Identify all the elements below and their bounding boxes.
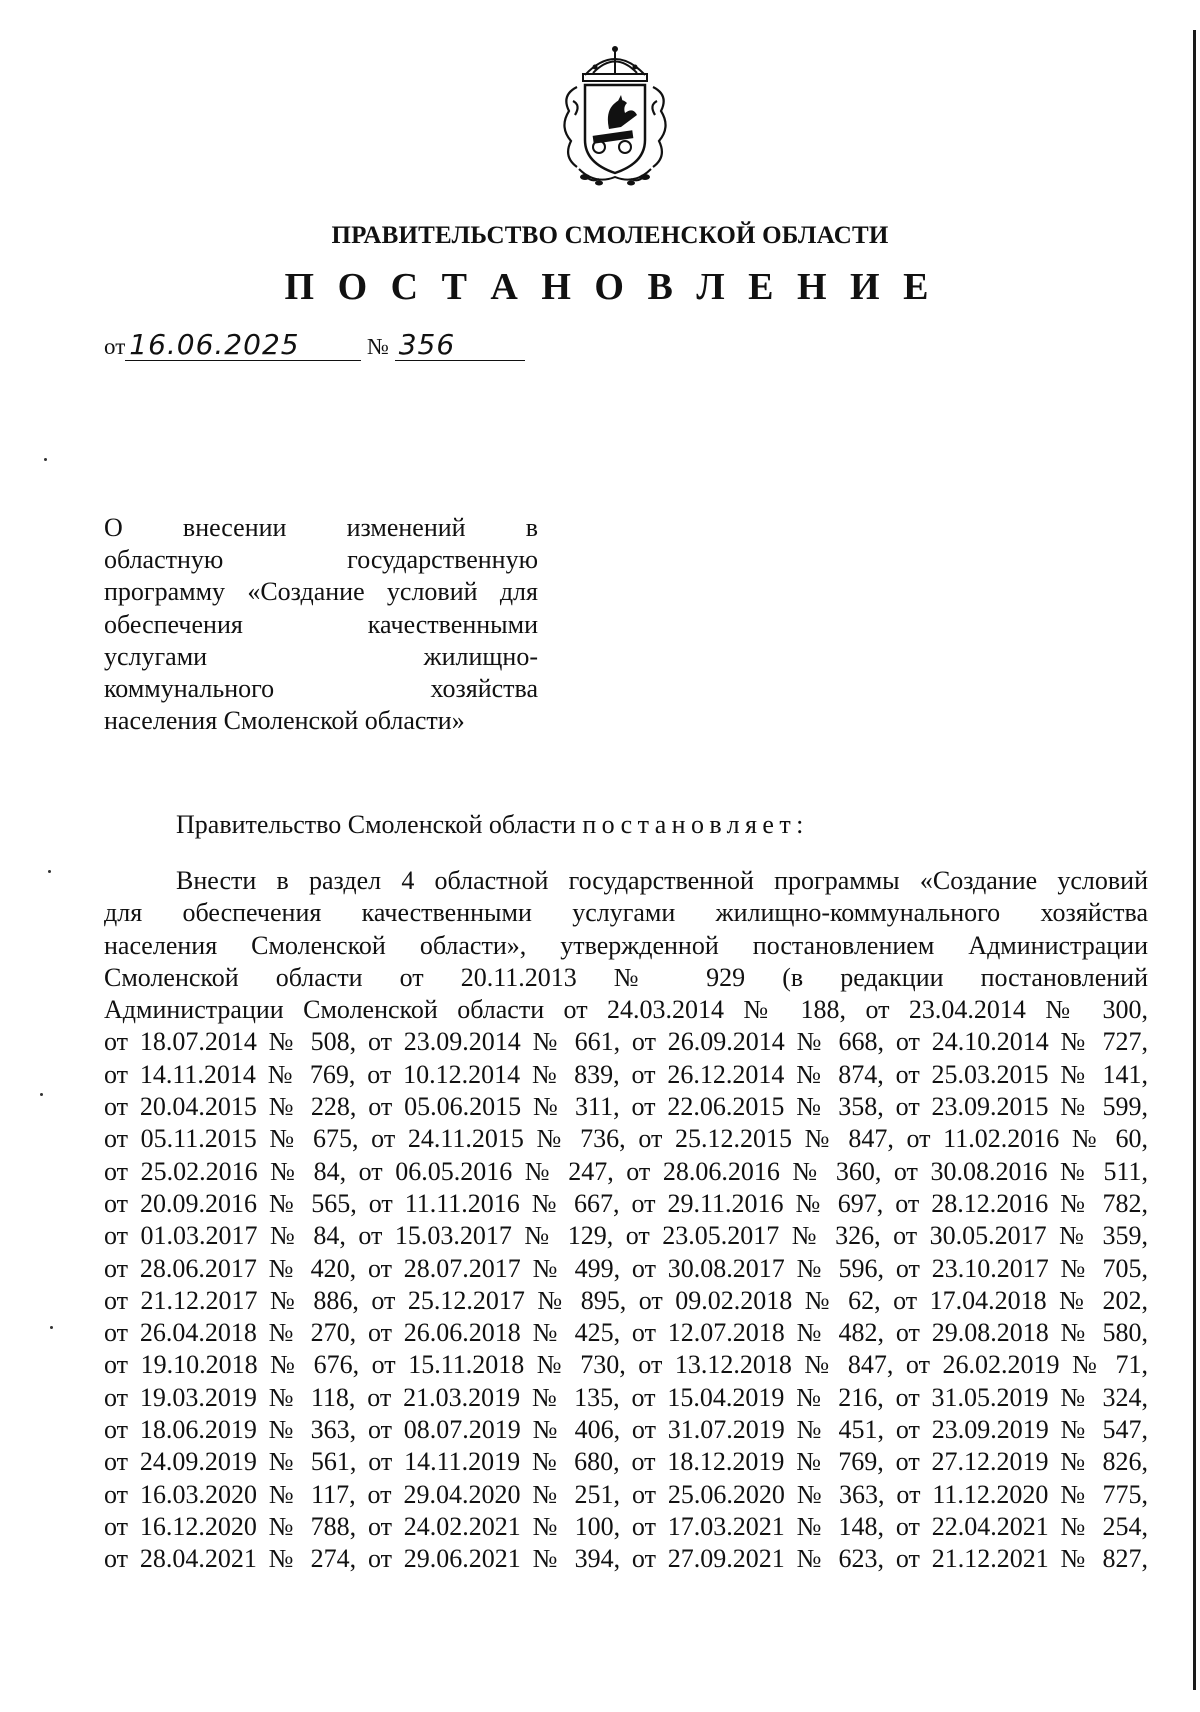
body-line: от 20.04.2015 № 228, от 05.06.2015 № 311, от 22.06.2015 № 358, от 23.09.2015 № 599, bbox=[104, 1092, 1148, 1122]
organization-title: ПРАВИТЕЛЬСТВО СМОЛЕНСКОЙ ОБЛАСТИ bbox=[331, 222, 889, 249]
body-paragraph bbox=[104, 865, 1148, 1576]
body-line: населения Смоленской области», утвержденной постановлением Администрации bbox=[104, 930, 1148, 960]
body-line: Смоленской области от 20.11.2013 № 929 (в редакции постановлений bbox=[104, 962, 1148, 992]
body-line: от 16.12.2020 № 788, от 24.02.2021 № 100, от 17.03.2021 № 148, от 22.04.2021 № 254, bbox=[104, 1511, 1148, 1541]
body-line: для обеспечения качественными услугами жилищно-коммунального хозяйства bbox=[104, 898, 1148, 928]
scan-speck bbox=[44, 458, 47, 461]
body-line: от 26.04.2018 № 270, от 26.06.2018 № 425, от 12.07.2018 № 482, от 29.08.2018 № 580, bbox=[104, 1318, 1148, 1348]
subject-line: коммунального хозяйства bbox=[104, 673, 538, 703]
handwritten-number: 356 bbox=[395, 330, 525, 361]
body-line: от 05.11.2015 № 675, от 24.11.2015 № 736, от 25.12.2015 № 847, от 11.02.2016 № 60, bbox=[104, 1124, 1148, 1154]
subject-line: программу «Создание условий для bbox=[104, 577, 538, 607]
body-line: от 25.02.2016 № 84, от 06.05.2016 № 247, от 28.06.2016 № 360, от 30.08.2016 № 511, bbox=[104, 1156, 1148, 1186]
body-line: от 18.07.2014 № 508, от 23.09.2014 № 661, от 26.09.2014 № 668, от 24.10.2014 № 727, bbox=[104, 1027, 1148, 1057]
body-line: Внести в раздел 4 областной государственной программы «Создание условий bbox=[176, 866, 1148, 895]
subject-line: услугами жилищно- bbox=[104, 641, 538, 671]
body-line: от 24.09.2019 № 561, от 14.11.2019 № 680, от 18.12.2019 № 769, от 27.12.2019 № 826, bbox=[104, 1447, 1148, 1477]
body-line: Администрации Смоленской области от 24.03.2014 № 188, от 23.04.2014 № 300, bbox=[104, 995, 1148, 1025]
body-line: от 18.06.2019 № 363, от 08.07.2019 № 406, от 31.07.2019 № 451, от 23.09.2019 № 547, bbox=[104, 1415, 1148, 1445]
scan-speck bbox=[48, 870, 51, 873]
scan-speck bbox=[40, 1093, 43, 1096]
body-line: от 21.12.2017 № 886, от 25.12.2017 № 895, от 09.02.2018 № 62, от 17.04.2018 № 202, bbox=[104, 1285, 1148, 1315]
date-prefix: от bbox=[104, 334, 126, 359]
subject-line: населения Смоленской области» bbox=[104, 706, 465, 736]
subject-block bbox=[104, 512, 538, 737]
resolution-verb: постановляет: bbox=[582, 810, 809, 839]
smolensk-coat-of-arms-icon bbox=[555, 45, 675, 190]
body-line: от 16.03.2020 № 117, от 29.04.2020 № 251, от 25.06.2020 № 363, от 11.12.2020 № 775, bbox=[104, 1479, 1148, 1509]
document-date-line bbox=[104, 330, 525, 361]
handwritten-date: 16.06.2025 bbox=[125, 330, 361, 361]
body-line: от 19.03.2019 № 118, от 21.03.2019 № 135, от 15.04.2019 № 216, от 31.05.2019 № 324, bbox=[104, 1382, 1148, 1412]
body-line: от 28.06.2017 № 420, от 28.07.2017 № 499, от 30.08.2017 № 596, от 23.10.2017 № 705, bbox=[104, 1253, 1148, 1283]
resolution-statement bbox=[176, 810, 809, 840]
body-line: от 19.10.2018 № 676, от 15.11.2018 № 730, от 13.12.2018 № 847, от 26.02.2019 № 71, bbox=[104, 1350, 1148, 1380]
number-prefix: № bbox=[367, 334, 389, 359]
resolution-prefix: Правительство Смоленской области bbox=[176, 810, 583, 839]
body-line: от 01.03.2017 № 84, от 15.03.2017 № 129, от 23.05.2017 № 326, от 30.05.2017 № 359, bbox=[104, 1221, 1148, 1251]
body-line: от 28.04.2021 № 274, от 29.06.2021 № 394, от 27.09.2021 № 623, от 21.12.2021 № 827, bbox=[104, 1544, 1148, 1574]
subject-line: областную государственную bbox=[104, 545, 538, 575]
body-line: от 20.09.2016 № 565, от 11.11.2016 № 667, от 29.11.2016 № 697, от 28.12.2016 № 782, bbox=[104, 1188, 1148, 1218]
body-line: от 14.11.2014 № 769, от 10.12.2014 № 839, от 26.12.2014 № 874, от 25.03.2015 № 141, bbox=[104, 1059, 1148, 1089]
subject-line: О внесении изменений в bbox=[104, 513, 538, 542]
subject-line: обеспечения качественными bbox=[104, 609, 538, 639]
scan-speck bbox=[50, 1326, 53, 1329]
document-type-title: П О С Т А Н О В Л Е Н И Е bbox=[284, 266, 936, 308]
